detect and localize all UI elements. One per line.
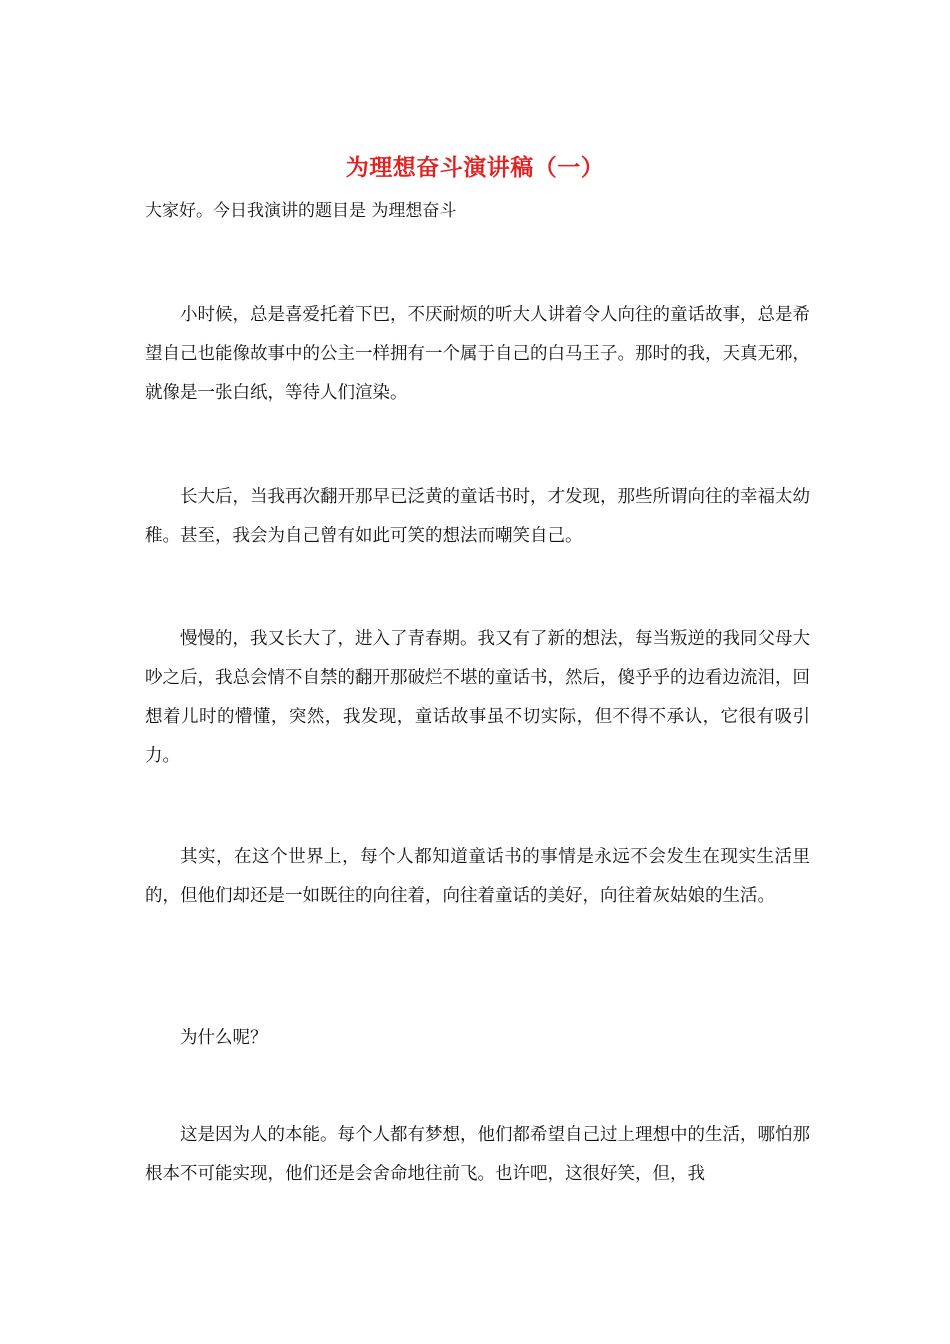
paragraph-growing-up: 长大后，当我再次翻开那早已泛黄的童话书时，才发现，那些所谓向往的幸福太幼稚。甚至，我会为自己曾有如此可笑的想法而嘲笑自己。 — [145, 487, 810, 546]
paragraph-reality: 其实，在这个世界上，每个人都知道童话书的事情是永远不会发生在现实生活里的，但他们却还是一如既往的向往着，向往着童话的美好，向往着灰姑娘的生活。 — [145, 847, 810, 906]
document-title: 为理想奋斗演讲稿（一） — [345, 154, 605, 181]
paragraph-adolescence: 慢慢的，我又长大了，进入了青春期。我又有了新的想法，每当叛逆的我同父母大吵之后，我总会情不自禁的翻开那破烂不堪的童话书，然后，傻乎乎的边看边流泪，回想着儿时的懵懂，突然，我发现，童话故事虽不切实际，但不得不承认，它很有吸引力。 — [145, 629, 810, 766]
paragraph-childhood: 小时候，总是喜爱托着下巴，不厌耐烦的听大人讲着令人向往的童话故事，总是希望自己也能像故事中的公主一样拥有一个属于自己的白马王子。那时的我，天真无邪，就像是一张白纸，等待人们渲染。 — [145, 305, 810, 403]
paragraph-instinct: 这是因为人的本能。每个人都有梦想，他们都希望自己过上理想中的生活，哪怕那根本不可能实现，他们还是会舍命地往前飞。也许吧，这很好笑，但，我 — [145, 1125, 810, 1184]
paragraph-question: 为什么呢？ — [180, 1028, 268, 1048]
greeting-line: 大家好。今日我演讲的题目是 为理想奋斗 — [145, 201, 457, 221]
